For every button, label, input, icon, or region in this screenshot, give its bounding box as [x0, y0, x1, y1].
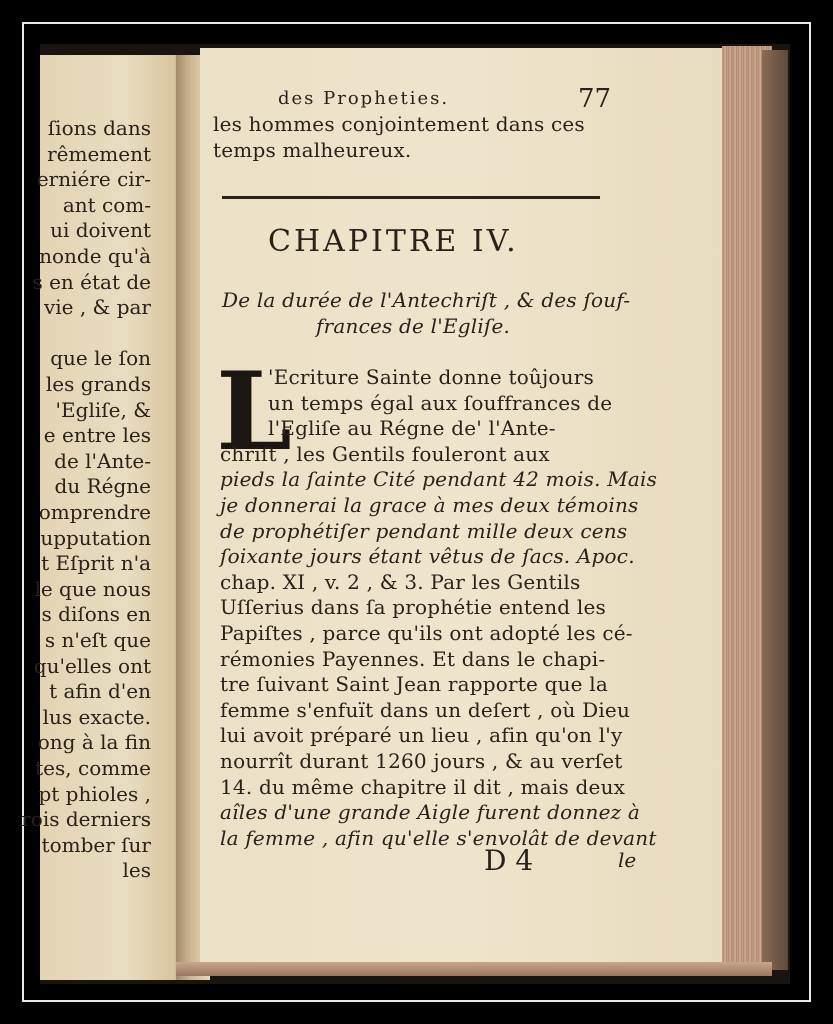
chapter-rule — [222, 196, 600, 199]
text-line: t afin d'en — [49, 679, 151, 704]
text-line: vie , & par — [43, 295, 151, 320]
text-line: rémonies Payennes. Et dans le chapi- — [220, 646, 606, 671]
text-line: je donnerai la grace à mes deux témoins — [220, 493, 639, 517]
text-line: le que nous — [34, 576, 151, 601]
text-line: qu'elles ont — [33, 653, 151, 678]
text-line: e entre les — [43, 423, 151, 448]
text-line: tomber ſur — [41, 832, 151, 857]
text-line: erniére cir- — [36, 167, 151, 192]
text-line: chriſt , les Gentils fouleront aux — [220, 441, 550, 466]
text-line: upputation — [40, 525, 151, 550]
text-line: rêmement — [47, 141, 151, 166]
text-line: t Eſprit n'a — [41, 551, 151, 576]
text-line: temps malheureux. — [213, 138, 412, 162]
text-line: les hommes conjointement dans ces — [213, 112, 585, 136]
text-line: que le ſon — [50, 346, 151, 371]
running-header: des Propheties. — [278, 88, 450, 109]
text-line: du Régne — [54, 474, 151, 499]
text-line: Papiſtes , parce qu'ils ont adopté les cé- — [220, 621, 633, 645]
text-line: les grands — [45, 372, 151, 396]
text-line: 'Ecriture Sainte donne toûjours — [268, 365, 594, 389]
text-line: chap. XI , v. 2 , & 3. Par les Gentils — [220, 569, 581, 594]
text-line: ſions dans — [47, 116, 151, 140]
drop-cap: L — [216, 349, 292, 475]
text-line: la femme , afin qu'elle s'envolât de devant — [220, 825, 657, 850]
catchword: le — [618, 848, 637, 872]
text-line: ant com- — [62, 192, 151, 217]
page-bottom-edges — [176, 962, 772, 976]
page-number: 77 — [578, 84, 612, 114]
text-line: lui avoit préparé un lieu , afin qu'on l'y — [220, 723, 623, 748]
text-line: Uſſerius dans ſa prophétie entend les — [220, 595, 606, 620]
book-cover-edge — [762, 50, 788, 970]
text-line: omprendre — [38, 500, 151, 524]
subtitle-line: frances de l'Egliſe. — [316, 314, 511, 338]
text-line: tes, comme — [35, 756, 151, 780]
text-line: ui doivent — [50, 218, 151, 243]
text-line: aîles d'une grande Aigle furent donnez à — [220, 800, 641, 825]
text-line: un temps égal aux ſouffrances de — [268, 390, 613, 415]
text-line: pieds la ſainte Cité pendant 42 mois. Mais — [220, 467, 658, 492]
text-line: ong à la fin — [37, 730, 151, 755]
text-line: rois derniers — [21, 807, 151, 832]
text-line: s n'eſt que — [44, 628, 151, 652]
text-line: lus exacte. — [42, 704, 151, 729]
text-line: de prophétiſer pendant mille deux cens — [220, 518, 628, 543]
text-line: nourrît durant 1260 jours , & au verſet — [220, 749, 623, 773]
chapter-title: CHAPITRE IV. — [268, 224, 519, 259]
signature-mark: D 4 — [484, 844, 534, 877]
subtitle-line: De la durée de l'Antechriſt , & des ſouf- — [222, 288, 631, 312]
text-line: 14. du même chapitre il dit , mais deux — [220, 774, 626, 799]
text-line: 'Egliſe, & — [55, 397, 151, 422]
text-line: tre ſuivant Saint Jean rapporte que la — [220, 672, 609, 697]
text-line: l'Egliſe au Régne de' l'Ante- — [268, 416, 556, 441]
text-line: s en état de — [32, 269, 151, 294]
text-line: femme s'enfuït dans un deſert , où Dieu — [220, 697, 631, 722]
text-line: ſoixante jours étant vêtus de ſacs. Apoc. — [220, 544, 635, 569]
text-line: de l'Ante- — [54, 448, 151, 473]
text-line: pt phioles , — [38, 781, 151, 806]
text-line: les — [122, 858, 151, 883]
text-line: s diſons en — [41, 602, 151, 627]
text-line: nonde qu'à — [39, 244, 151, 268]
